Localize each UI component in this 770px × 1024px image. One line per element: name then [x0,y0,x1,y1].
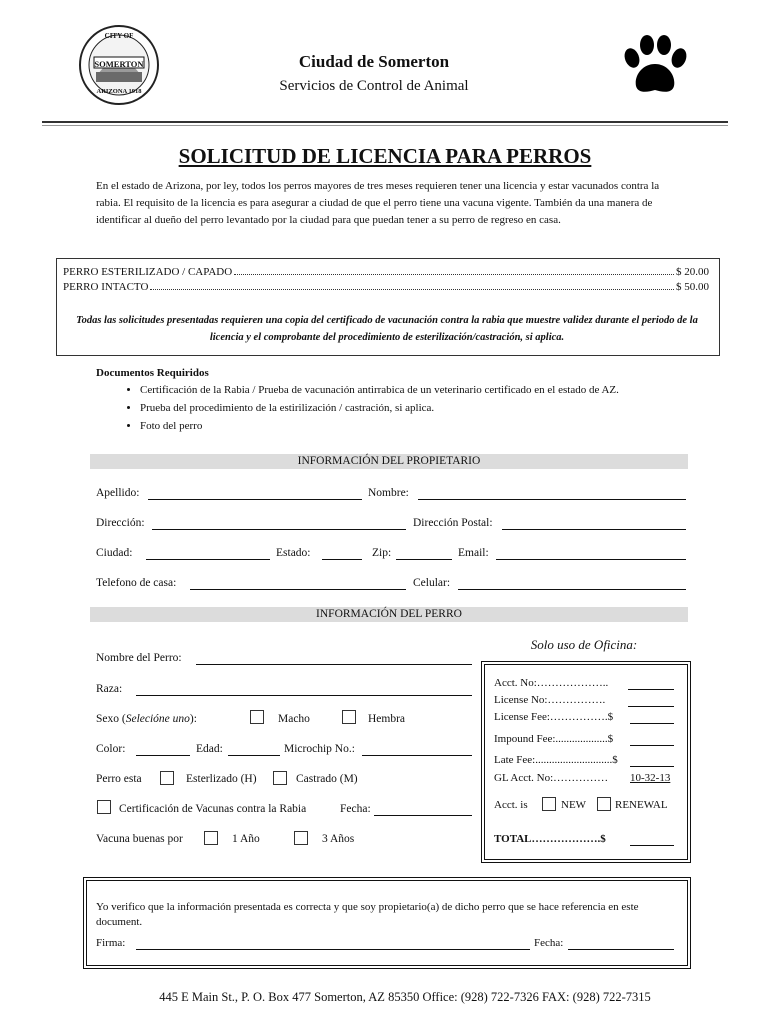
edad-field[interactable] [228,755,280,756]
new-label: NEW [561,799,587,811]
color-field[interactable] [136,755,190,756]
document-item: • Foto del perro [140,417,720,435]
color-label: Color: [96,743,126,755]
documents-heading: Documentos Requiridos [96,367,209,379]
hembra-checkbox[interactable] [342,710,356,724]
castrado-label: Castrado (M) [296,773,358,785]
direccion-postal-field[interactable] [502,529,686,530]
document-item: • Certificación de la Rabia / Prueba de vacunación antirrabica de un veterinario certificado en el estado de AZ. [140,381,720,399]
footer-address: 445 E Main St., P. O. Box 477 Somerton, AZ 85350 Office: (928) 722-7326 FAX: (928) 722-7315 [159,990,651,1004]
license-fee-label: License Fee:…………….$ [494,711,614,723]
verify-fecha-field[interactable] [568,949,674,950]
email-field[interactable] [496,559,686,560]
document-item: • Prueba del procedimiento de la estirilización / castración, si aplica. [140,399,720,417]
ciudad-label: Ciudad: [96,547,133,559]
impound-fee-label: Impound Fee:...................$ [494,733,614,745]
zip-field[interactable] [396,559,452,560]
perro-esta-label: Perro esta [96,773,142,785]
esterilizado-label: Esterlizado (H) [186,773,257,785]
estado-field[interactable] [322,559,362,560]
direccion-postal-label: Dirección Postal: [413,517,493,529]
owner-section-heading: INFORMACIÓN DEL PROPIETARIO [90,454,688,469]
verification-text: Yo verifico que la información presentada es correcta y que soy propietario(a) de dicho perro que se hace referencia en este document. [96,901,639,928]
raza-label: Raza: [96,683,123,695]
fee-amount: $ 20.00 [676,266,709,278]
seal-name-text: SOMERTON [94,59,144,69]
microchip-label: Microchip No.: [284,743,355,755]
hembra-label: Hembra [368,713,406,725]
nombre-field[interactable] [418,499,686,500]
form-title: SOLICITUD DE LICENCIA PARA PERROS [178,144,592,168]
documents-list [112,381,720,435]
certificacion-checkbox[interactable] [97,800,111,814]
one-year-label: 1 Año [232,833,260,845]
seal-bottom-text: ARIZONA 1918 [96,88,142,95]
nombre-label: Nombre: [368,487,409,499]
late-fee-label: Late Fee:............................$ [494,754,618,766]
email-label: Email: [458,547,489,559]
verify-fecha-label: Fecha: [534,937,564,949]
direccion-label: Dirección: [96,517,145,529]
firma-label: Firma: [96,937,126,949]
one-year-checkbox[interactable] [204,831,218,845]
header-divider-thin [42,125,728,126]
apellido-field[interactable] [148,499,362,500]
gl-acct-label: GL Acct. No:…………… [494,772,609,784]
acct-is-label: Acct. is [494,799,528,811]
sexo-label-hint: Selecióne uno [125,713,190,725]
edad-label: Edad: [196,743,223,755]
vacuna-label: Vacuna buenas por [96,833,183,845]
apellido-label: Apellido: [96,487,140,499]
sexo-label [96,713,197,725]
renewal-label: RENEWAL [615,799,668,811]
dog-name-label: Nombre del Perro: [96,652,182,664]
late-fee-field[interactable] [630,766,674,767]
three-year-checkbox[interactable] [294,831,308,845]
ciudad-field[interactable] [146,559,270,560]
impound-fee-field[interactable] [630,745,674,746]
renewal-checkbox[interactable] [597,797,611,811]
acct-no-field[interactable] [628,689,674,690]
license-no-field[interactable] [628,706,674,707]
acct-no-label: Acct. No:……………….. [494,677,609,689]
fee-row-intact [63,280,709,294]
zip-label: Zip: [372,547,392,559]
department-name: Servicios de Control de Animal [279,78,469,94]
fee-dots [234,265,674,275]
fee-amount: $ 50.00 [676,281,709,293]
cert-fecha-field[interactable] [374,815,472,816]
new-checkbox[interactable] [542,797,556,811]
certificacion-label: Certificación de Vacunas contra la Rabia [119,803,307,815]
total-label: TOTAL……………….$ [494,833,606,845]
microchip-field[interactable] [362,755,472,756]
fee-row-sterilized [63,265,709,279]
sexo-label-start: Sexo ( [96,713,126,725]
estado-label: Estado: [276,547,311,559]
paw-print-icon [620,34,690,98]
telefono-field[interactable] [190,589,406,590]
intro-paragraph: En el estado de Arizona, por ley, todos los perros mayores de tres meses requieren tener una licencia y estar vacunados contra la rabia. El requisito de la licencia es para asegurar a ciudad de que el perro tiene una vacuna vigente. También da una manera de identificar al dueño del perro levantado por la ciudad para que puedan tener a su perro de regreso en casa. [96,180,660,226]
seal-top-text: CITY OF [104,32,134,40]
telefono-label: Telefono de casa: [96,577,177,589]
sexo-label-end: ): [189,713,197,725]
celular-label: Celular: [413,577,451,589]
license-fee-field[interactable] [630,723,674,724]
raza-field[interactable] [136,695,472,696]
dog-name-field[interactable] [196,664,472,665]
city-seal-logo [78,24,160,106]
fee-label: PERRO ESTERILIZADO / CAPADO [63,266,233,278]
city-name: Ciudad de Somerton [298,52,450,71]
fee-label: PERRO INTACTO [63,281,149,293]
dog-section-heading: INFORMACIÓN DEL PERRO [90,607,688,622]
three-year-label: 3 Años [322,833,355,845]
license-no-label: License No:……………. [494,694,606,706]
fees-note: Todas las solicitudes presentadas requieren una copia del certificado de vacunación contra la rabia que muestre validez durante el periodo de la licencia y el comprobante del procedimiento de esterilización/castración, si aplica. [76,315,698,343]
celular-field[interactable] [458,589,686,590]
firma-field[interactable] [136,949,530,950]
macho-checkbox[interactable] [250,710,264,724]
gl-acct-value: 10-32-13 [630,772,671,784]
office-use-title: Solo uso de Oficina: [530,637,638,652]
direccion-field[interactable] [152,529,406,530]
header-divider [42,121,728,123]
esterilizado-checkbox[interactable] [160,771,174,785]
fee-dots [150,280,674,290]
cert-fecha-label: Fecha: [340,803,371,815]
macho-label: Macho [278,713,310,725]
total-field[interactable] [630,845,674,846]
castrado-checkbox[interactable] [273,771,287,785]
